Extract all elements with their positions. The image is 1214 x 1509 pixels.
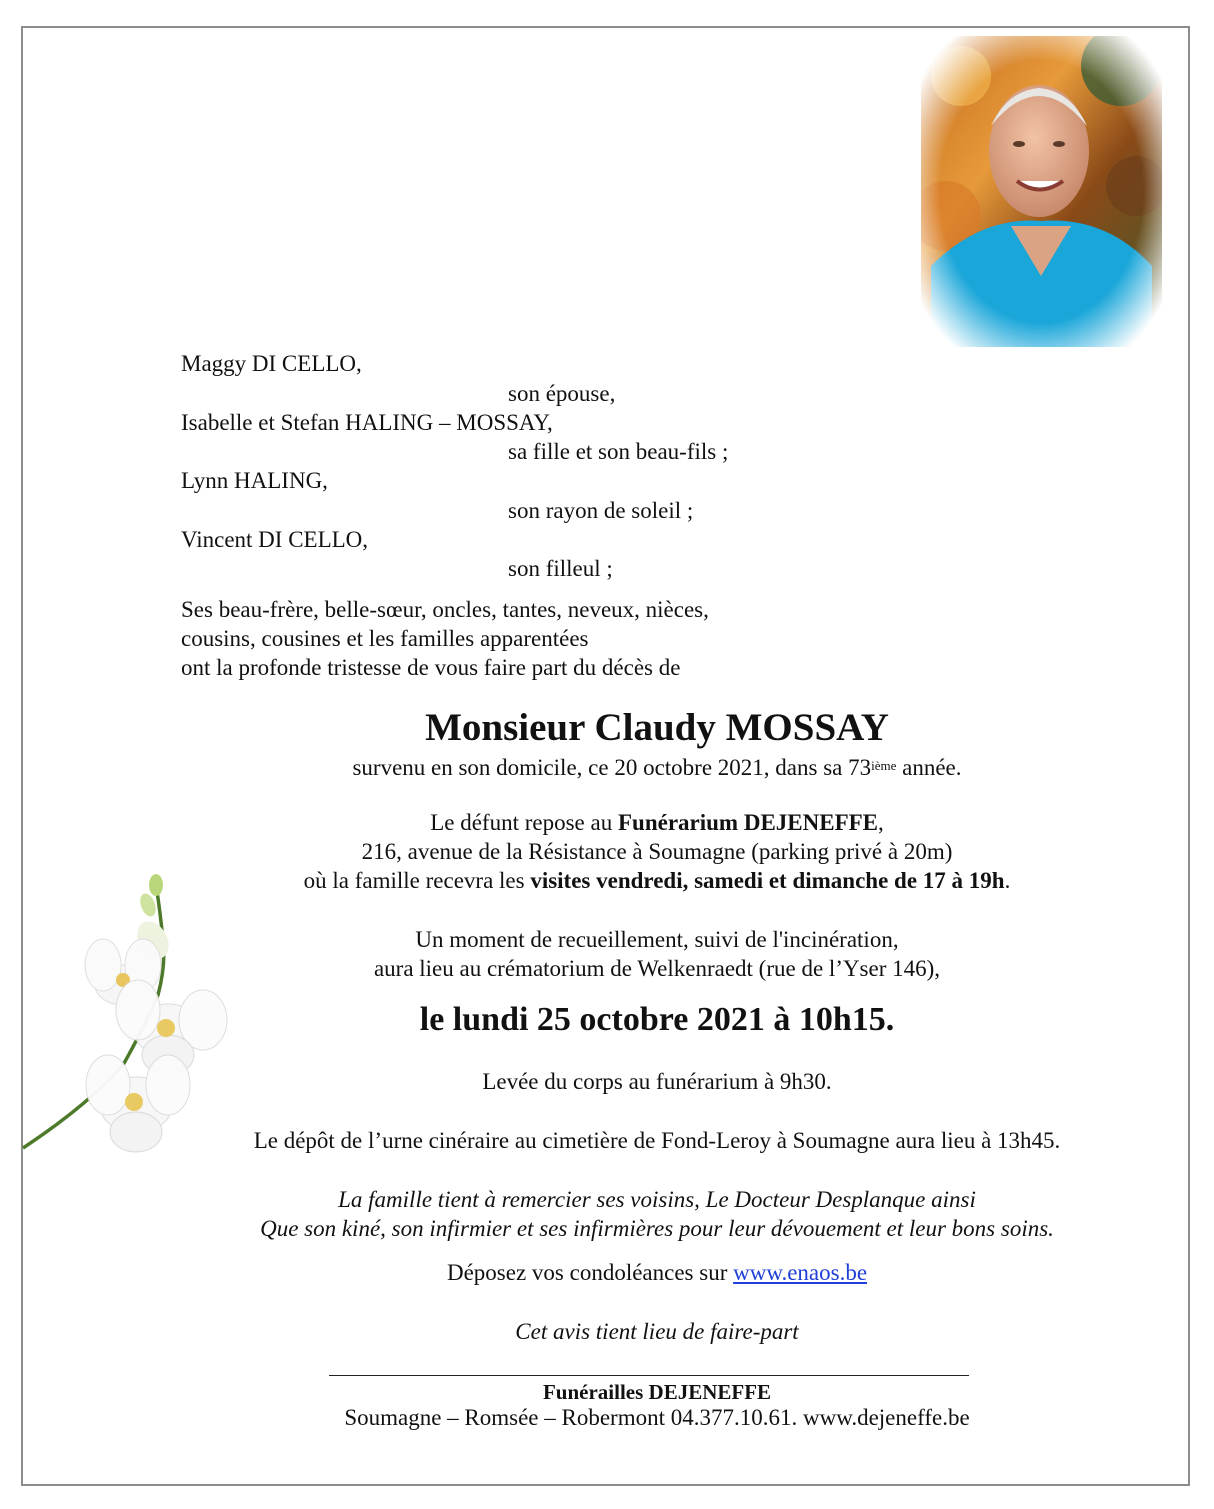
family-relation-4: son filleul ; <box>508 556 613 581</box>
death-line: survenu en son domicile, ce 20 octobre 2021, dans sa 73ième année. <box>352 755 962 780</box>
repose-line-3: où la famille recevra les visites vendredi, samedi et dimanche de 17 à 19h. <box>303 868 1011 893</box>
deceased-name: Monsieur Claudy MOSSAY <box>425 706 889 749</box>
portrait-photo <box>921 36 1162 347</box>
family-relation-1: son épouse, <box>508 381 616 406</box>
family-relation-2: sa fille et son beau-fils ; <box>508 439 729 464</box>
footer-company: Funérailles DEJENEFFE <box>542 1380 772 1404</box>
levee-line: Levée du corps au funérarium à 9h30. <box>482 1069 832 1094</box>
ceremony-line-2: aura lieu au crématorium de Welkenraedt (rue de l’Yser 146), <box>373 956 941 981</box>
thanks-line-2: Que son kiné, son infirmier et ses infirmières pour leur dévouement et leur bons soins. <box>260 1216 1054 1241</box>
repose-line-2: 216, avenue de la Résistance à Soumagne (parking privé à 20m) <box>361 839 953 864</box>
relatives-line-2: cousins, cousines et les familles apparentées <box>181 626 589 651</box>
repose-line-1: Le défunt repose au Funérarium DEJENEFFE, <box>430 810 884 835</box>
notice-line: Cet avis tient lieu de faire-part <box>515 1319 799 1344</box>
thanks-line-1: La famille tient à remercier ses voisins, Le Docteur Desplanque ainsi <box>338 1187 976 1212</box>
ordinal-suffix: ième <box>871 758 897 773</box>
family-name-4: Vincent DI CELLO, <box>181 527 369 552</box>
relatives-line-3: ont la profonde tristesse de vous faire part du décès de <box>181 655 681 680</box>
condolences-line: Déposez vos condoléances sur www.enaos.be <box>446 1260 868 1285</box>
orchid-decoration <box>18 870 248 1160</box>
condolences-link[interactable]: www.enaos.be <box>733 1260 868 1285</box>
relatives-line-1: Ses beau-frère, belle-sœur, oncles, tantes, neveux, nièces, <box>181 597 709 622</box>
family-name-3: Lynn HALING, <box>181 468 328 493</box>
family-name-2: Isabelle et Stefan HALING – MOSSAY, <box>181 410 553 435</box>
ceremony-line-1: Un moment de recueillement, suivi de l'incinération, <box>415 927 899 952</box>
family-relation-3: son rayon de soleil ; <box>508 498 694 523</box>
footer-divider <box>329 1375 969 1376</box>
family-name-1: Maggy DI CELLO, <box>181 351 362 376</box>
footer-contact: Soumagne – Romsée – Robermont 04.377.10.61. www.dejeneffe.be <box>344 1405 970 1430</box>
ceremony-date: le lundi 25 octobre 2021 à 10h15. <box>419 1001 895 1038</box>
urne-line: Le dépôt de l’urne cinéraire au cimetière de Fond-Leroy à Soumagne aura lieu à 13h45. <box>253 1128 1061 1153</box>
